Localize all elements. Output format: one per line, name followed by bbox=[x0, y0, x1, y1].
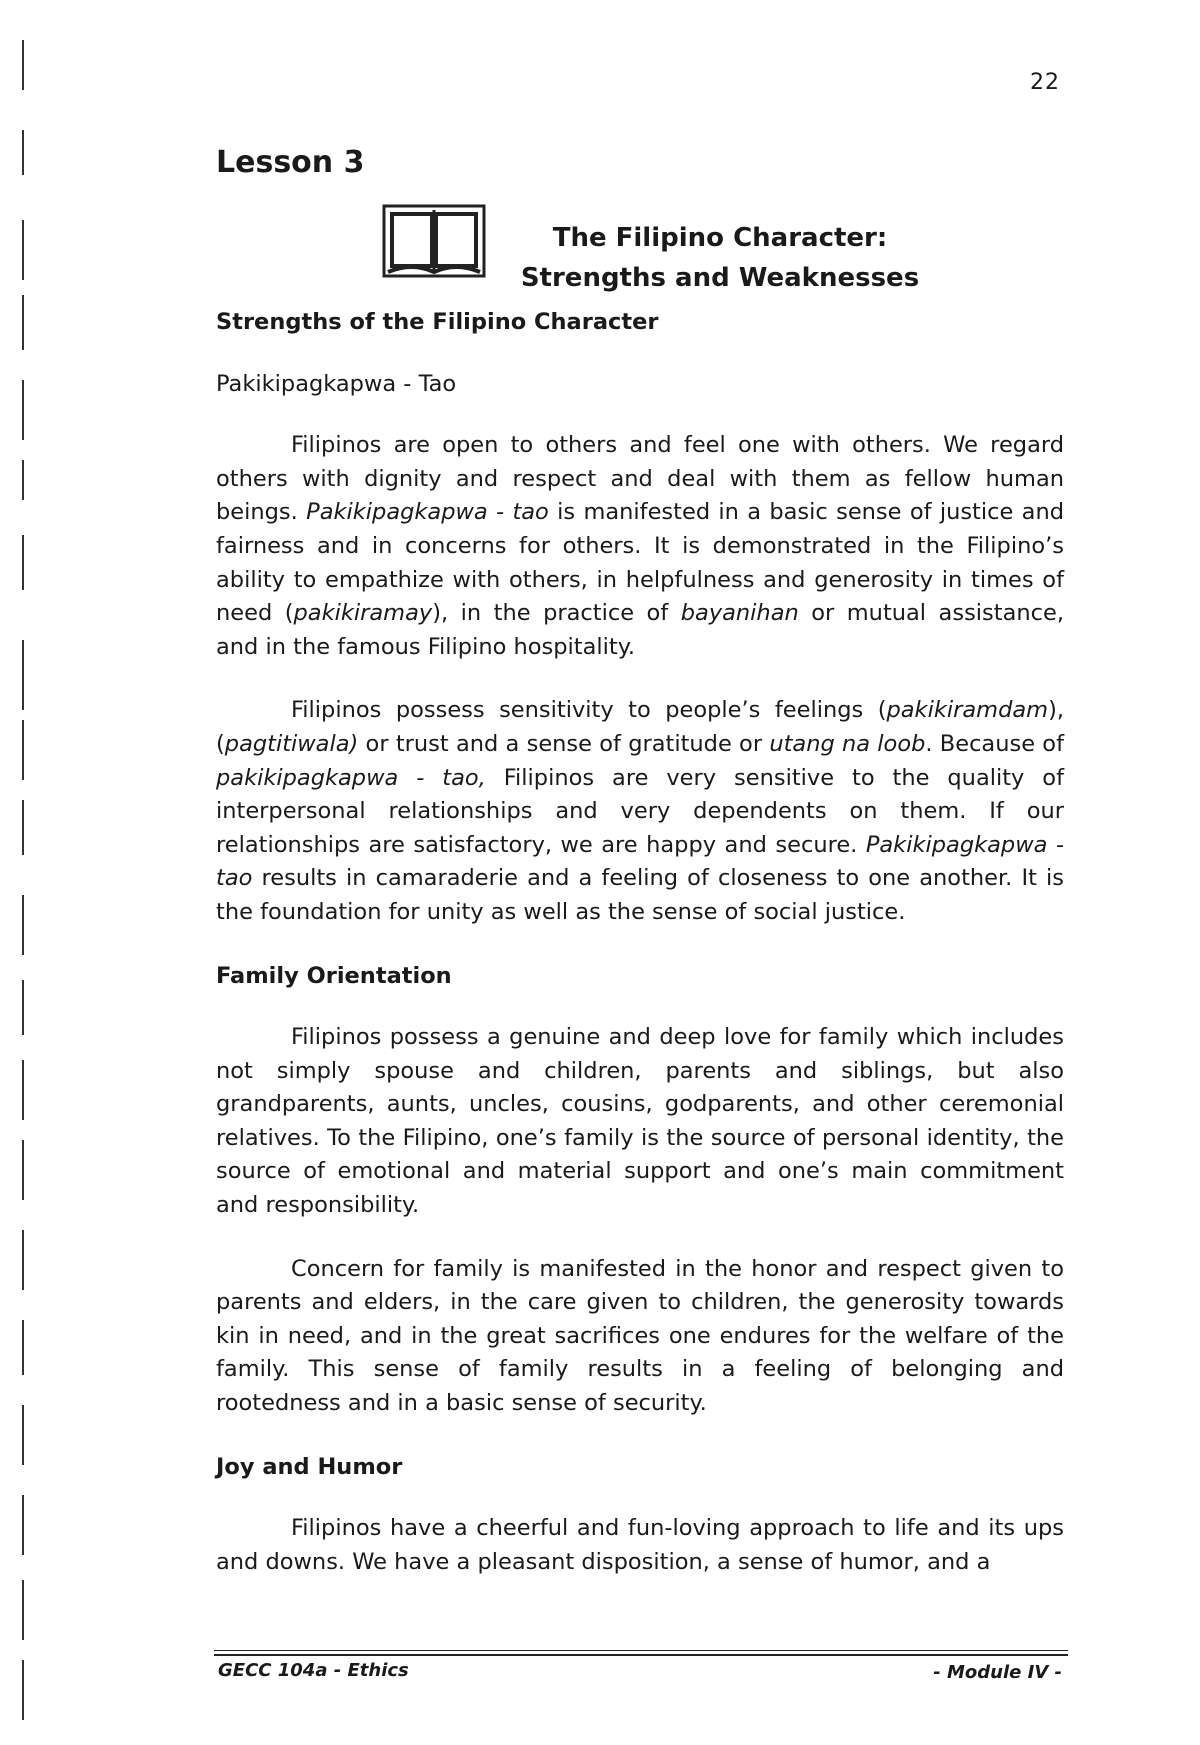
text-run: results in camaraderie and a feeling of closeness to one another. It is the foundation for unity as well as the sense of social justice. bbox=[216, 865, 1064, 925]
footer-module: - Module IV - bbox=[933, 1662, 1062, 1683]
binding-mark bbox=[22, 535, 33, 590]
binding-mark bbox=[22, 800, 33, 855]
section-heading: Family Orientation bbox=[216, 962, 452, 989]
text-run: Filipinos are very sensitive to the quality of interpersonal relationships and very dependents on them. If our relationships are satisfactory, we are happy and secure. bbox=[216, 764, 1064, 858]
italic-term: pakikiramdam bbox=[886, 697, 1049, 724]
binding-mark bbox=[22, 380, 33, 440]
paragraph: Concern for family is manifested in the honor and respect given to parents and elders, in the care given to children, the generosity towards kin in need, and in the great sacrifices one endures for the welfare of the family. This sense of family results in a feeling of belonging and rootedness and in a basic sense of security. bbox=[216, 1255, 1064, 1417]
text-run: Filipinos are open to others and feel one with others. We regard others with dignity and respect and deal with them as fellow human beings. bbox=[216, 432, 1064, 526]
italic-term: bayanihan bbox=[680, 600, 799, 627]
binding-mark bbox=[22, 1580, 33, 1640]
binding-mark bbox=[22, 1660, 33, 1720]
footer-rule bbox=[214, 1650, 1068, 1651]
italic-term: pakikipagkapwa - tao, bbox=[216, 764, 486, 791]
lesson-title bbox=[520, 218, 920, 298]
binding-mark bbox=[22, 130, 33, 175]
page-number: 22 bbox=[1030, 70, 1060, 95]
paragraph bbox=[216, 429, 1064, 664]
italic-term: Pakikipagkapwa - tao bbox=[306, 499, 549, 526]
binding-mark bbox=[22, 1320, 33, 1375]
binding-mark bbox=[22, 980, 33, 1035]
section-heading: Joy and Humor bbox=[216, 1453, 403, 1480]
italic-term: pagtitiwala) bbox=[224, 730, 359, 757]
binding-mark bbox=[22, 1230, 33, 1290]
binding-mark bbox=[22, 895, 33, 955]
binding-mark bbox=[22, 40, 33, 90]
text-run: or trust and a sense of gratitude or bbox=[358, 730, 770, 757]
text-run: Filipinos possess sensitivity to people’s feelings ( bbox=[291, 697, 887, 724]
page-binding-marks bbox=[14, 30, 44, 1720]
binding-mark bbox=[22, 1060, 33, 1120]
text-run: is manifested in a basic sense of justice and fairness and in concerns for others. It is demonstrated in the Filipino’s ability to empathize with others, in helpfulness and generosity in times of need ( bbox=[216, 499, 1064, 627]
document-body bbox=[216, 306, 1064, 1609]
text-run: ), in the practice of bbox=[432, 600, 681, 627]
binding-mark bbox=[22, 1140, 33, 1200]
binding-mark bbox=[22, 1405, 33, 1465]
text-run: or mutual assistance, and in the famous Filipino hospitality. bbox=[216, 600, 1065, 660]
binding-mark bbox=[22, 295, 33, 350]
paragraph: Filipinos have a cheerful and fun-loving approach to life and its ups and downs. We have a pleasant disposition, a sense of humor, and a bbox=[216, 1515, 1064, 1575]
open-book-icon bbox=[382, 200, 486, 280]
lesson-label: Lesson 3 bbox=[216, 145, 365, 180]
binding-mark bbox=[22, 1495, 33, 1555]
binding-mark bbox=[22, 220, 33, 280]
text-run: ), ( bbox=[216, 697, 1064, 757]
footer-rule bbox=[214, 1654, 1068, 1656]
paragraph bbox=[216, 694, 1064, 929]
title-line-1: The Filipino Character: bbox=[552, 223, 888, 253]
binding-mark bbox=[22, 640, 33, 710]
binding-mark bbox=[22, 720, 33, 780]
italic-term: Pakikipagkapwa - tao bbox=[216, 831, 1064, 892]
section-heading: Strengths of the Filipino Character bbox=[216, 309, 659, 335]
title-line-2: Strengths and Weaknesses bbox=[520, 263, 920, 293]
italic-term: pakikiramay bbox=[293, 600, 433, 627]
binding-mark bbox=[22, 460, 33, 500]
paragraph: Filipinos possess a genuine and deep love for family which includes not simply spouse and children, parents and siblings, but also grandparents, aunts, uncles, cousins, godparents, and other ceremonial relatives. To the Filipino, one’s family is the source of personal identity, the source of emotional and material support and one’s main commitment and responsibility. bbox=[216, 1024, 1064, 1219]
subsection-heading: Pakikipagkapwa - Tao bbox=[216, 370, 457, 397]
footer-course: GECC 104a - Ethics bbox=[218, 1660, 409, 1681]
italic-term: utang na loob bbox=[769, 730, 926, 757]
text-run: . Because of bbox=[925, 730, 1064, 757]
